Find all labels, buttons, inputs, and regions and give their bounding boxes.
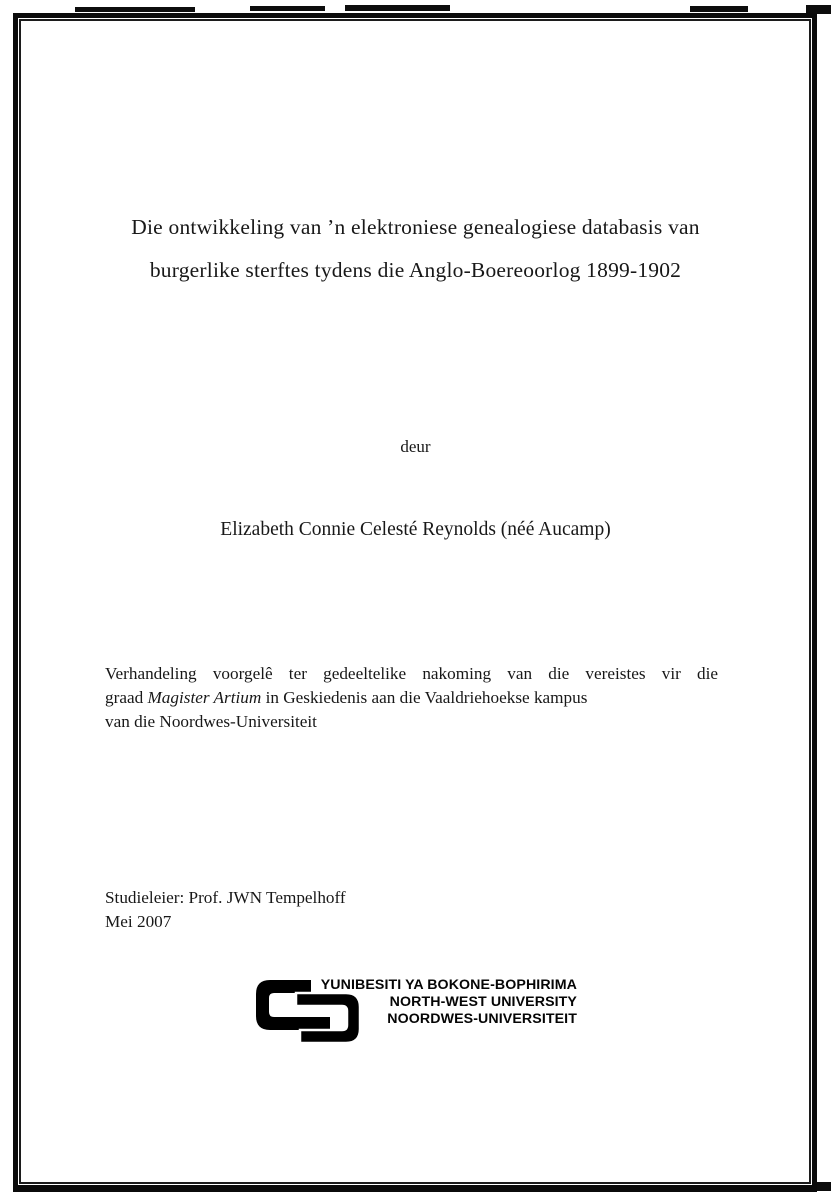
thesis-title (40, 206, 791, 292)
scan-artifact (690, 6, 748, 12)
degree-statement (105, 662, 718, 734)
logo-line-setswana: YUNIBESITI YA BOKONE-BOPHIRIMA (320, 977, 577, 993)
statement-line-2-prefix: graad (105, 688, 148, 707)
statement-line-2 (105, 686, 718, 710)
statement-line-1: Verhandeling voorgelê ter gedeeltelike nakoming van die vereistes vir die (105, 664, 718, 683)
byline-label: deur (400, 437, 431, 456)
logo-line-afrikaans: NOORDWES-UNIVERSITEIT (387, 1011, 577, 1027)
scan-artifact (250, 6, 325, 11)
supervisor-line: Studieleier: Prof. JWN Tempelhoff (105, 888, 346, 907)
statement-line-2-suffix: in Geskiedenis aan die Vaaldriehoekse kampus (261, 688, 588, 707)
degree-name-italic: Magister Artium (147, 688, 262, 707)
scan-artifact (75, 7, 195, 12)
statement-line-3: van die Noordwes-Universiteit (105, 712, 317, 731)
logo-line-english: NORTH-WEST UNIVERSITY (389, 994, 577, 1010)
supervisor-block (105, 886, 346, 934)
date-line: Mei 2007 (105, 912, 172, 931)
nwu-logo-wordmark (321, 977, 577, 1028)
author-name: Elizabeth Connie Celesté Reynolds (néé Aucamp) (220, 519, 611, 540)
thesis-title-line-1: Die ontwikkeling van ’n elektroniese genealogiese databasis van (131, 215, 700, 239)
thesis-title-line-2: burgerlike sterftes tydens die Anglo-Boereoorlog 1899-1902 (149, 258, 682, 282)
scan-artifact (345, 5, 450, 11)
